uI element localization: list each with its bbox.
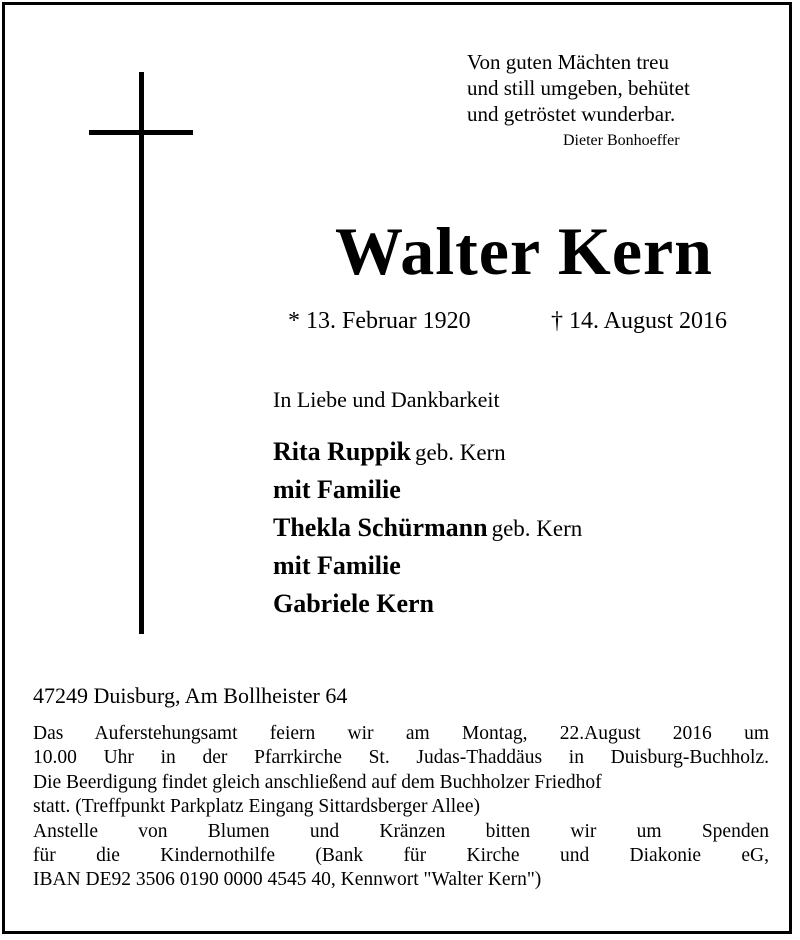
mourners-list bbox=[273, 433, 582, 623]
thanks-line: In Liebe und Dankbarkeit bbox=[273, 387, 500, 412]
mourner-name: Thekla Schürmann bbox=[273, 513, 488, 542]
body-line: 10.00 Uhr in der Pfarrkirche St. Judas-Thaddäus in Duisburg-Buchholz. bbox=[33, 747, 769, 769]
mourner bbox=[273, 433, 582, 471]
quote-author: Dieter Bonhoeffer bbox=[563, 132, 680, 149]
address: 47249 Duisburg, Am Bollheister 64 bbox=[33, 683, 348, 708]
cross-icon-bar bbox=[89, 130, 193, 135]
deceased-name: Walter Kern bbox=[335, 213, 713, 289]
mourner-name: Gabriele Kern bbox=[273, 589, 435, 618]
death-date: † 14. August 2016 bbox=[551, 308, 728, 334]
mourner-name: mit Familie bbox=[273, 475, 401, 504]
body-line: IBAN DE92 3506 0190 0000 4545 40, Kennwort "Walter Kern") bbox=[33, 869, 542, 891]
quote-line: und still umgeben, behütet bbox=[467, 76, 690, 100]
mourner bbox=[273, 471, 582, 509]
body-line: Anstelle von Blumen und Kränzen bitten wir um Spenden bbox=[33, 820, 769, 842]
mourner-name: Rita Ruppik bbox=[273, 437, 411, 466]
body-line: für die Kindernothilfe (Bank für Kirche und Diakonie eG, bbox=[33, 845, 769, 867]
quote bbox=[467, 49, 690, 127]
quote-line: und getröstet wunderbar. bbox=[467, 102, 676, 126]
quote-line: Von guten Mächten treu bbox=[467, 50, 669, 74]
body-line: Das Auferstehungsamt feiern wir am Montag, 22.August 2016 um bbox=[33, 723, 769, 744]
mourner-name: mit Familie bbox=[273, 551, 401, 580]
mourner bbox=[273, 509, 582, 547]
mourner bbox=[273, 547, 582, 585]
body-line: statt. (Treffpunkt Parkplatz Eingang Sittardsberger Allee) bbox=[33, 796, 480, 818]
birth-date: * 13. Februar 1920 bbox=[288, 308, 471, 334]
mourner-note: geb. Kern bbox=[415, 440, 506, 465]
cross-icon bbox=[139, 72, 144, 634]
body-line: Die Beerdigung findet gleich anschließend auf dem Buchholzer Friedhof bbox=[33, 771, 602, 793]
mourner-note: geb. Kern bbox=[491, 516, 583, 541]
funeral-details bbox=[33, 722, 769, 893]
obituary-notice bbox=[2, 2, 792, 934]
mourner bbox=[273, 585, 582, 623]
